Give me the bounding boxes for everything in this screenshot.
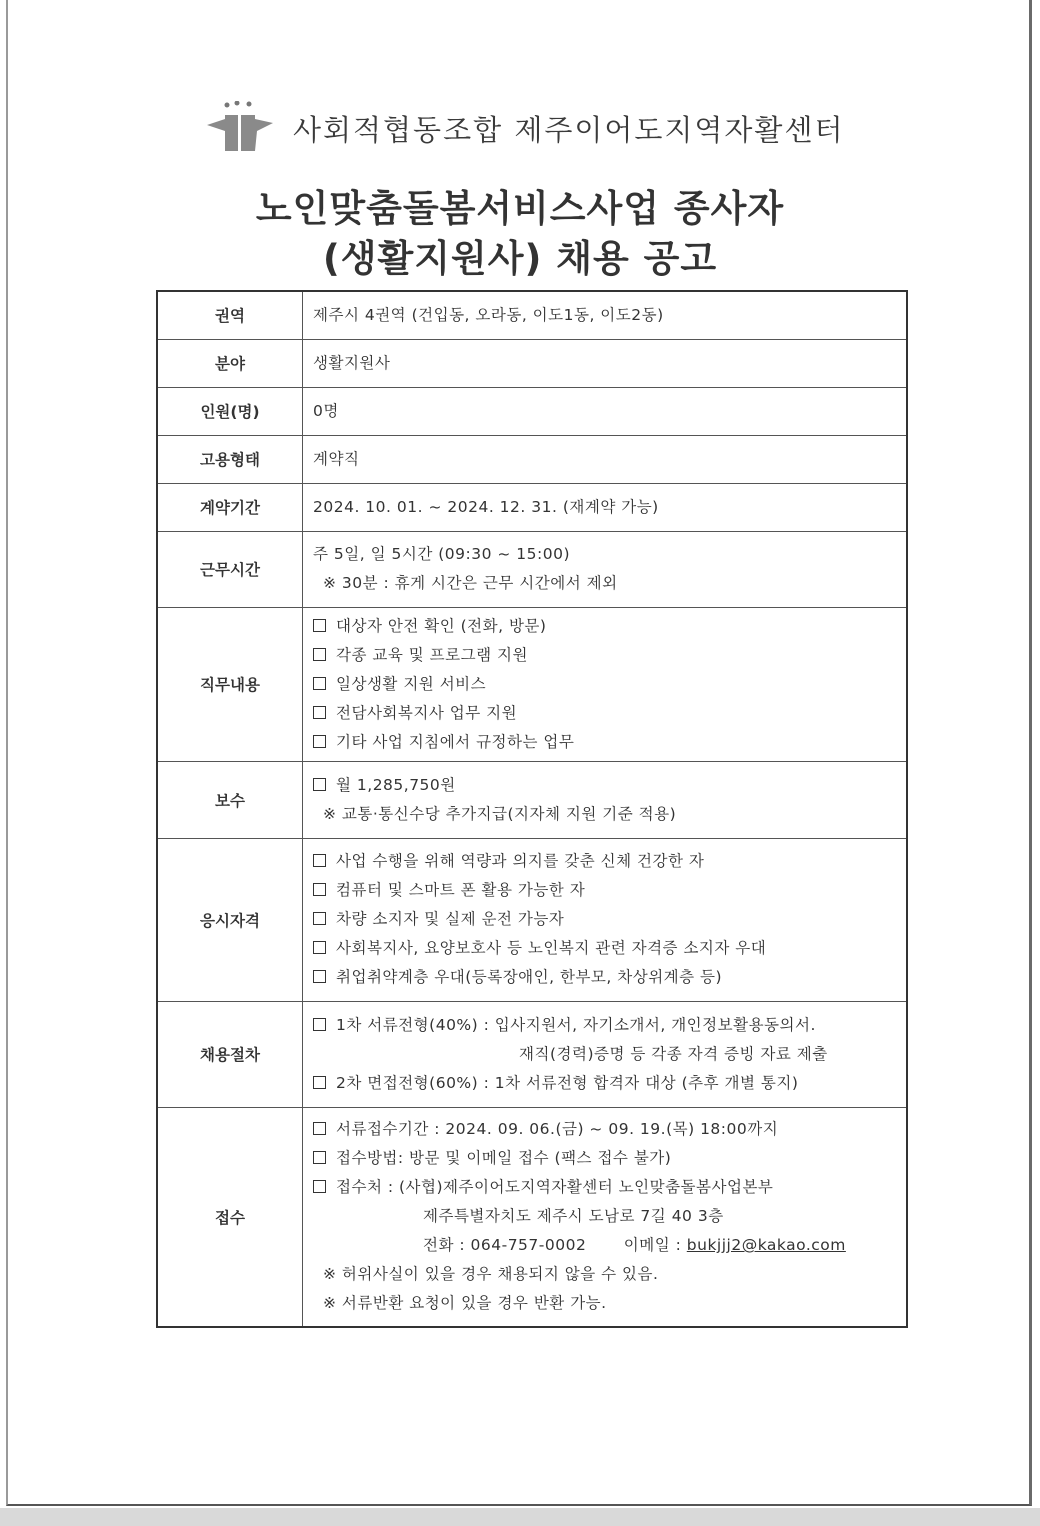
work-hours-text: 주 5일, 일 5시간 (09:30 ~ 15:00) — [313, 545, 570, 563]
table-row — [157, 291, 907, 339]
row-label: 응시자격 — [157, 838, 303, 1001]
application-contact — [313, 1231, 896, 1260]
page-title-line2: (생활지원사) 채용 공고 — [322, 237, 718, 280]
row-label: 직무내용 — [157, 607, 303, 761]
table-row — [157, 607, 907, 761]
list-item: 기타 사업 지침에서 규정하는 업무 — [313, 728, 896, 757]
row-value — [303, 1001, 908, 1107]
table-row — [157, 483, 907, 531]
checkbox-icon — [313, 1018, 326, 1031]
table-row — [157, 1107, 907, 1327]
row-value — [303, 1107, 908, 1327]
list-item: 각종 교육 및 프로그램 지원 — [313, 641, 896, 670]
table-row — [157, 435, 907, 483]
row-label: 채용절차 — [157, 1001, 303, 1107]
table-row — [157, 387, 907, 435]
viewer-bottom-strip — [0, 1508, 1040, 1526]
page-title-line1: 노인맞춤돌봄서비스사업 종사자 — [255, 187, 785, 230]
checkbox-icon — [313, 941, 326, 954]
org-name: 사회적협동조합 제주이어도지역자활센터 — [293, 112, 845, 147]
list-item: 사업 수행을 위해 역량과 의지를 갖춘 신체 건강한 자 — [313, 847, 896, 876]
checkbox-icon — [313, 883, 326, 896]
row-label: 인원(명) — [157, 387, 303, 435]
list-item: 취업취약계층 우대(등록장애인, 한부모, 차상위계층 등) — [313, 963, 896, 992]
checkbox-icon — [313, 912, 326, 925]
checkbox-icon — [313, 778, 326, 791]
list-item: 사회복지사, 요양보호사 등 노인복지 관련 자격증 소지자 우대 — [313, 934, 896, 963]
table-row — [157, 339, 907, 387]
row-label: 보수 — [157, 761, 303, 838]
list-item: 전담사회복지사 업무 지원 — [313, 699, 896, 728]
list-item: 월 1,285,750원 — [313, 771, 896, 800]
email-label: 이메일 : — [623, 1236, 682, 1255]
row-value — [303, 838, 908, 1001]
checkbox-icon — [313, 970, 326, 983]
checkbox-icon — [313, 677, 326, 690]
recruitment-table — [156, 290, 908, 1328]
table-row — [157, 761, 907, 838]
phone-text: 전화 : 064-757-0002 — [423, 1236, 587, 1255]
list-item: 1차 서류전형(40%) : 입사지원서, 자기소개서, 개인정보활용동의서. — [313, 1011, 896, 1040]
work-hours-note: ※ 30분 : 휴게 시간은 근무 시간에서 제외 — [323, 574, 618, 592]
row-label: 접수 — [157, 1107, 303, 1327]
table-row — [157, 838, 907, 1001]
row-value: 2024. 10. 01. ~ 2024. 12. 31. (재계약 가능) — [303, 483, 908, 531]
row-label: 고용형태 — [157, 435, 303, 483]
checkbox-icon — [313, 706, 326, 719]
table-row — [157, 1001, 907, 1107]
row-value: 제주시 4권역 (건입동, 오라동, 이도1동, 이도2동) — [303, 291, 908, 339]
application-address: 제주특별자치도 제주시 도남로 7길 40 3층 — [423, 1207, 724, 1226]
row-value: 계약직 — [303, 435, 908, 483]
row-value: 0명 — [303, 387, 908, 435]
list-item: 차량 소지자 및 실제 운전 가능자 — [313, 905, 896, 934]
checkbox-icon — [313, 854, 326, 867]
list-item: 서류접수기간 : 2024. 09. 06.(금) ~ 09. 19.(목) 18:00까지 — [313, 1115, 896, 1144]
checkbox-icon — [313, 1076, 326, 1089]
checkbox-icon — [313, 1151, 326, 1164]
checkbox-icon — [313, 619, 326, 632]
procedure-step1-continued: 재직(경력)증명 등 각종 자격 증빙 자료 제출 — [519, 1044, 828, 1063]
checkbox-icon — [313, 1180, 326, 1193]
row-value — [303, 761, 908, 838]
row-value — [303, 607, 908, 761]
row-label: 근무시간 — [157, 531, 303, 607]
application-note: ※ 서류반환 요청이 있을 경우 반환 가능. — [323, 1294, 607, 1313]
org-logo-icon — [205, 101, 275, 155]
list-item: 접수처 : (사협)제주이어도지역자활센터 노인맞춤돌봄사업본부 — [313, 1173, 896, 1202]
pay-note: ※ 교통·통신수당 추가지급(지자체 지원 기준 적용) — [323, 804, 677, 823]
checkbox-icon — [313, 648, 326, 661]
table-row — [157, 531, 907, 607]
checkbox-icon — [313, 735, 326, 748]
list-item: 2차 면접전형(60%) : 1차 서류전형 합격자 대상 (추후 개별 통지) — [313, 1069, 896, 1098]
list-item: 대상자 안전 확인 (전화, 방문) — [313, 612, 896, 641]
row-value: 생활지원사 — [303, 339, 908, 387]
application-note: ※ 허위사실이 있을 경우 채용되지 않을 수 있음. — [323, 1265, 659, 1284]
org-header — [205, 98, 844, 158]
list-item: 컴퓨터 및 스마트 폰 활용 가능한 자 — [313, 876, 896, 905]
list-item: 접수방법: 방문 및 이메일 접수 (팩스 접수 불가) — [313, 1144, 896, 1173]
email-link[interactable]: bukjjj2@kakao.com — [686, 1236, 846, 1255]
row-label: 분야 — [157, 339, 303, 387]
row-value — [303, 531, 908, 607]
checkbox-icon — [313, 1122, 326, 1135]
row-label: 권역 — [157, 291, 303, 339]
row-label: 계약기간 — [157, 483, 303, 531]
list-item: 일상생활 지원 서비스 — [313, 670, 896, 699]
